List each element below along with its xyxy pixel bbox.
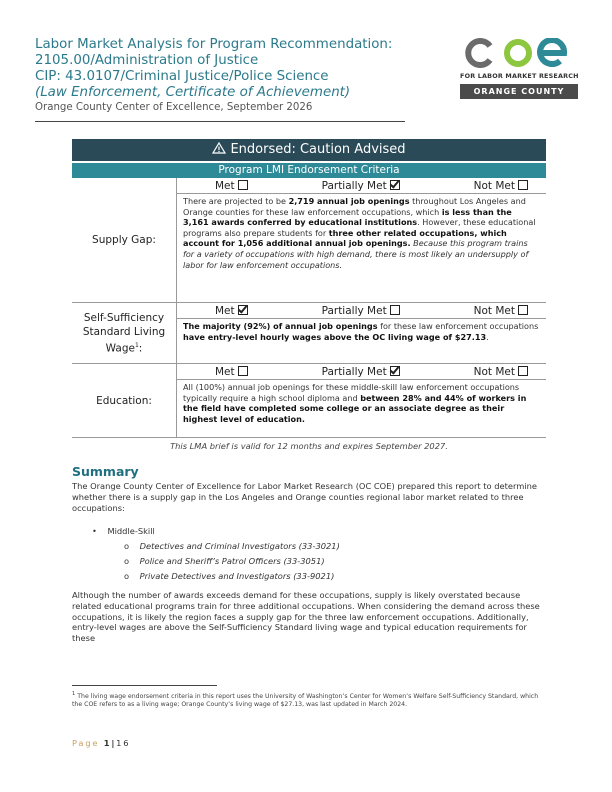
checked-box-icon [390, 366, 400, 376]
criteria-label: Self-Sufficiency Standard Living Wage$^1$: [82, 311, 166, 355]
endorsement-status: Endorsed: Caution Advised [230, 142, 406, 157]
footnote-divider [72, 685, 217, 686]
criteria-row-living-wage [72, 303, 546, 364]
program-subtitle: (Law Enforcement, Certificate of Achievement) [35, 85, 351, 100]
criteria-row-education [72, 364, 546, 438]
report-title-line-2: 2105.00/Administration of Justice [35, 53, 259, 68]
occupation-item: o Police and Sheriff’s Patrol Officers (33-3051) [124, 556, 325, 566]
status-option-partial: Partially Met [322, 179, 400, 193]
occupation-item: o Detectives and Criminal Investigators (33-3021) [124, 541, 340, 551]
empty-box-icon [518, 180, 528, 190]
checked-box-icon [390, 180, 400, 190]
coe-wordmark-icon [460, 38, 578, 68]
checked-box-icon [238, 305, 248, 315]
empty-box-icon [518, 366, 528, 376]
status-option-not-met: Not Met [474, 304, 528, 318]
endorsement-banner [72, 139, 546, 161]
summary-intro: The Orange County Center of Excellence for Labor Market Research (OC COE) prepared this report to determine whether there is a supply gap in the Los Angeles and Orange counties regional labor market related to three occupations: [72, 481, 537, 513]
validity-note: This LMA brief is valid for 12 months and expires September 2027. [170, 441, 448, 451]
status-option-met: Met [215, 304, 248, 318]
status-option-met: Met [215, 179, 248, 193]
empty-box-icon [518, 305, 528, 315]
criteria-description: There are projected to be 2,719 annual job openings throughout Los Angeles and Orange counties for these law enforcement occupations, which is less than the 3,161 awards conferred by educational institutions. However, these educational programs also prepare students for three other related occupations, which account for 1,056 additional annual job openings. Because this program trains for a variety of occupations with high demand, there is most likely an undersupply of labor for law enforcement occupations. [183, 196, 536, 270]
report-title-line-1: Labor Market Analysis for Program Recommendation: [35, 37, 393, 52]
logo-region: ORANGE COUNTY [460, 84, 578, 99]
status-option-not-met: Not Met [474, 365, 528, 379]
skill-level-bullet: • Middle-Skill [92, 526, 155, 536]
endorsement-table [72, 139, 546, 438]
logo-tagline: FOR LABOR MARKET RESEARCH [460, 72, 579, 80]
summary-conclusion: Although the number of awards exceeds demand for these occupations, supply is likely overstated because related educational programs train for three additional occupations. When considering the demand across these occupations, it is likely the region faces a supply gap for the three law enforcement occupations. Additionally, entry-level wages are above the Self-Sufficiency Standard living wage and typical education requirements for these [72, 590, 540, 644]
warning-triangle-icon [212, 139, 226, 161]
page-number: Page 1|16 [72, 738, 131, 748]
occupation-item: o Private Detectives and Investigators (33-9021) [124, 571, 335, 581]
status-option-partial: Partially Met [322, 304, 400, 318]
empty-box-icon [238, 366, 248, 376]
status-options [177, 178, 546, 194]
criteria-label: Education: [96, 394, 152, 407]
criteria-description: All (100%) annual job openings for these middle-skill law enforcement occupations typically require a high school diploma and between 28% and 44% of workers in the field have completed some college or an associate degree as their highest level of education. [183, 382, 527, 424]
org-date-line: Orange County Center of Excellence, September 2026 [35, 102, 313, 113]
summary-heading: Summary [72, 464, 139, 479]
status-option-met: Met [215, 365, 248, 379]
footnote: $^1$ The living wage endorsement criteria in this report uses the University of Washington’s Center for Women’s Welfare Self-Sufficiency Standard, which the COE refers to as a living wage; Orange County’s living wage of $27.13, was last updated in March 2024. [72, 691, 539, 709]
status-option-not-met: Not Met [474, 179, 528, 193]
criteria-row-supply-gap [72, 178, 546, 303]
coe-logo [460, 38, 578, 99]
criteria-description: The majority (92%) of annual job openings for these law enforcement occupations have entry-level hourly wages above the OC living wage of $27.13. [183, 321, 539, 342]
status-options [177, 303, 546, 319]
empty-box-icon [390, 305, 400, 315]
status-option-partial: Partially Met [322, 365, 400, 379]
header-divider [35, 121, 405, 122]
criteria-label: Supply Gap: [92, 234, 156, 246]
status-options [177, 364, 546, 380]
empty-box-icon [238, 180, 248, 190]
report-title-line-3: CIP: 43.0107/Criminal Justice/Police Science [35, 69, 329, 84]
criteria-header: Program LMI Endorsement Criteria [72, 163, 546, 178]
